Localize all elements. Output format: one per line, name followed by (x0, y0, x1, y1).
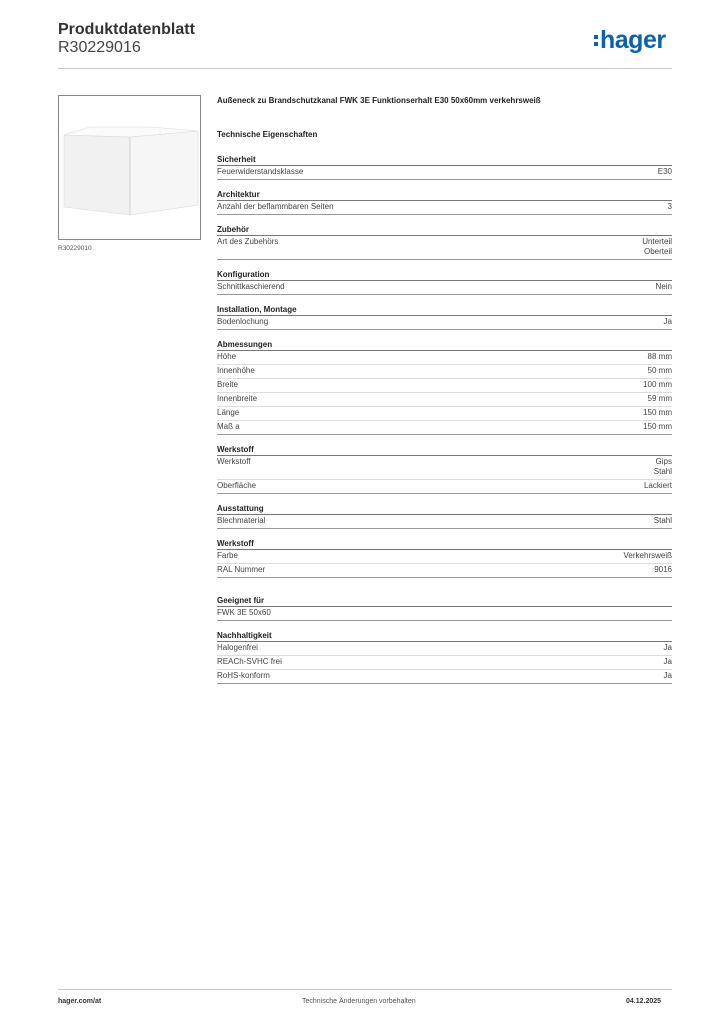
section-heading: Architektur (217, 190, 672, 201)
footer-date: 04.12.2025 (626, 998, 662, 1005)
property-value (654, 516, 672, 526)
property-value-line: Stahl (653, 516, 672, 525)
section-heading: Werkstoff (217, 445, 672, 456)
property-section (217, 270, 672, 295)
property-value-line: Ja (663, 671, 672, 680)
section-heading: Nachhaltigkeit (217, 631, 672, 642)
property-row (217, 201, 672, 215)
product-name: Außeneck zu Brandschutzkanal FWK 3E Funktionserhalt E30 50x60mm verkehrsweiß (217, 96, 541, 105)
property-value-line: 3 (667, 202, 672, 211)
property-value-line: Unterteil (642, 237, 672, 246)
property-value (648, 394, 672, 404)
property-label: Farbe (217, 551, 238, 560)
properties-list (217, 155, 672, 684)
property-value (654, 457, 672, 477)
footer-divider (58, 989, 672, 990)
property-label: Bodenlochung (217, 317, 269, 326)
property-value-line: Lackiert (643, 481, 672, 490)
property-section (217, 305, 672, 330)
property-label: Halogenfrei (217, 643, 258, 652)
property-value-line: 59 mm (647, 394, 672, 403)
section-heading: Ausstattung (217, 504, 672, 515)
property-label: RoHS-konform (217, 671, 270, 680)
property-value (642, 237, 672, 257)
property-label: Art des Zubehörs (217, 237, 279, 246)
property-value (654, 565, 672, 575)
section-heading: Werkstoff (217, 539, 672, 550)
property-value (644, 481, 672, 491)
property-value-line: 9016 (654, 565, 672, 574)
property-value-line: 50 mm (647, 366, 672, 375)
property-row (217, 407, 672, 421)
property-section (217, 155, 672, 180)
property-section (217, 539, 672, 578)
property-row (217, 379, 672, 393)
property-label: Innenbreite (217, 394, 258, 403)
property-row (217, 351, 672, 365)
property-value-line: Oberteil (643, 247, 672, 256)
property-value-line: Ja (663, 643, 672, 652)
property-value-line: Ja (663, 657, 672, 666)
logo-text: hager (600, 26, 666, 54)
property-label: Werkstoff (217, 457, 251, 466)
property-value-line: Gips (655, 457, 672, 466)
product-image (60, 97, 201, 240)
property-section (217, 340, 672, 435)
property-row (217, 365, 672, 379)
section-heading: Abmessungen (217, 340, 672, 351)
property-row (217, 316, 672, 330)
logo-dots-icon (594, 35, 598, 46)
property-value (664, 317, 672, 327)
property-value (643, 380, 672, 390)
property-row (217, 421, 672, 435)
product-image-frame (58, 95, 201, 240)
property-row (217, 642, 672, 656)
image-caption: R30229010 (58, 245, 92, 252)
property-label: Schnittkaschierend (217, 282, 285, 291)
property-value (656, 282, 672, 292)
page-title: Produktdatenblatt (58, 21, 195, 38)
property-value-line: 150 mm (643, 422, 672, 431)
property-row (217, 281, 672, 295)
property-label: RAL Nummer (217, 565, 266, 574)
property-value-line: 100 mm (643, 380, 672, 389)
hager-logo (594, 28, 666, 53)
property-label: Breite (217, 380, 238, 389)
section-heading: Zubehör (217, 225, 672, 236)
property-value (664, 657, 672, 667)
footer-note: Technische Änderungen vorbehalten (302, 998, 416, 1005)
property-value (664, 643, 672, 653)
property-row (217, 236, 672, 260)
property-section (217, 190, 672, 215)
property-section (217, 596, 672, 621)
section-heading: Konfiguration (217, 270, 672, 281)
property-value-line: Stahl (653, 467, 672, 476)
property-section (217, 631, 672, 684)
property-value (648, 366, 672, 376)
property-value-line: E30 (657, 167, 672, 176)
property-label: Blechmaterial (217, 516, 266, 525)
property-row (217, 393, 672, 407)
property-label: FWK 3E 50x60 (217, 608, 271, 617)
property-section (217, 504, 672, 529)
footer-website: hager.com/at (58, 998, 102, 1005)
property-value (643, 422, 672, 432)
property-value (643, 408, 672, 418)
section-heading: Installation, Montage (217, 305, 672, 316)
property-label: Höhe (217, 352, 237, 361)
property-section (217, 445, 672, 494)
property-value-line: Nein (655, 282, 672, 291)
product-code: R30229016 (58, 39, 141, 56)
property-value-line: Ja (663, 317, 672, 326)
section-heading: Geeignet für (217, 596, 672, 607)
tech-properties-heading: Technische Eigenschaften (217, 130, 318, 139)
property-row (217, 515, 672, 529)
property-label: Innenhöhe (217, 366, 255, 375)
property-row (217, 550, 672, 564)
property-value-line: 88 mm (647, 352, 672, 361)
property-label: REACh-SVHC frei (217, 657, 282, 666)
header-divider (58, 68, 672, 69)
property-value (624, 551, 672, 561)
property-value (664, 671, 672, 681)
property-label: Feuerwiderstandsklasse (217, 167, 304, 176)
property-row (217, 656, 672, 670)
property-section (217, 225, 672, 260)
property-row (217, 166, 672, 180)
property-label: Anzahl der beflammbaren Seiten (217, 202, 334, 211)
property-value (648, 352, 672, 362)
section-heading: Sicherheit (217, 155, 672, 166)
property-value (668, 202, 672, 212)
property-label: Länge (217, 408, 240, 417)
property-row (217, 480, 672, 494)
property-value (658, 167, 672, 177)
property-row (217, 670, 672, 684)
property-label: Oberfläche (217, 481, 257, 490)
property-label: Maß a (217, 422, 240, 431)
property-row (217, 456, 672, 480)
property-row (217, 564, 672, 578)
property-row (217, 607, 672, 621)
datasheet-content (217, 96, 672, 694)
property-value-line: Verkehrsweiß (623, 551, 672, 560)
property-value-line: 150 mm (643, 408, 672, 417)
